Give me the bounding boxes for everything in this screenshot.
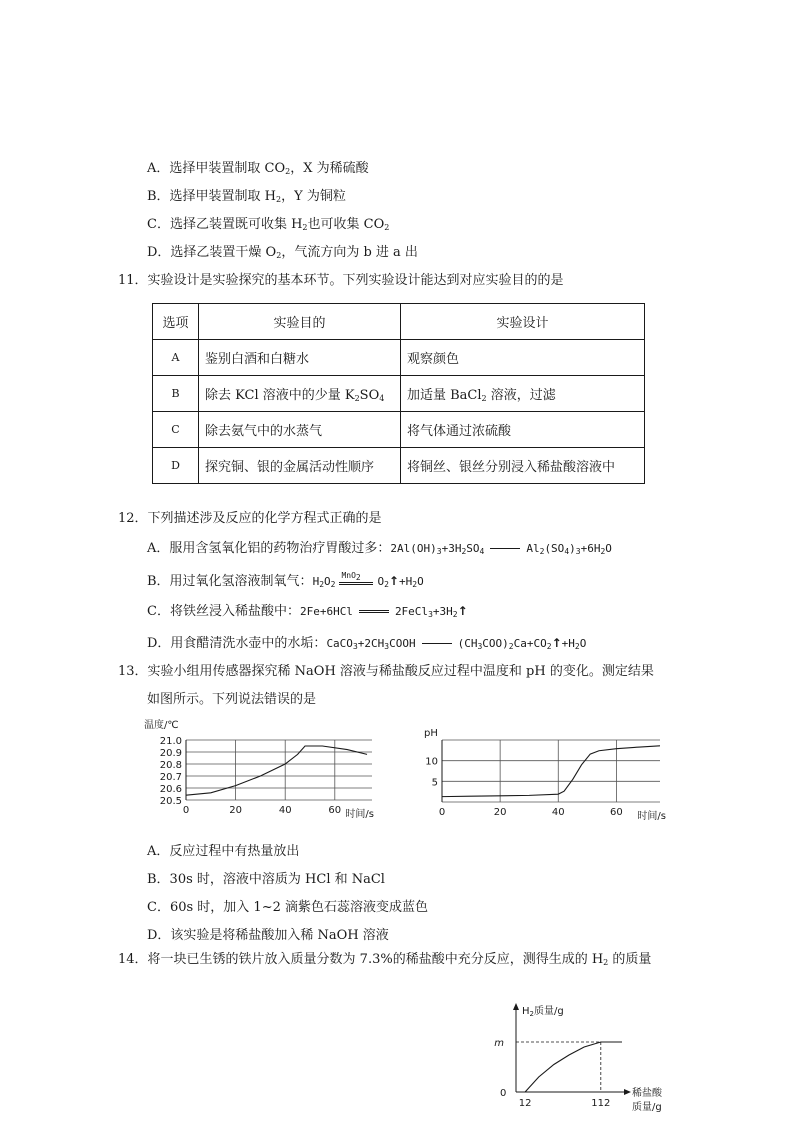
equation-rhs: $(CH_3COO)_2Ca+CO_2$ (457, 637, 552, 651)
equation-lhs: $CaCO_3+2CH_3COOH$ (326, 637, 416, 651)
y-tick-label: 5 (431, 777, 438, 789)
gas-up-arrow-icon: ↑ (388, 574, 399, 588)
table-row (153, 448, 645, 484)
q12-option-d: D．用食醋清洗水壶中的水垢：$CaCO_3+2CH_3COOH$ $(CH_3COO)_2Ca+CO_2↑+H_2O$ (147, 636, 587, 651)
header-cell-goal: 实验目的 (199, 304, 401, 340)
x-axis-label-line2: 质量/g (632, 1102, 662, 1113)
y-tick-label: 21.0 (159, 736, 182, 747)
x-tick-label: 0 (182, 805, 190, 816)
gas-up-arrow-icon: ↑ (551, 636, 562, 650)
x-tick-label: 20 (493, 807, 507, 818)
ph-series-line (442, 746, 660, 797)
table-row (153, 376, 645, 412)
equals-sign (359, 610, 389, 613)
x-tick-label: 12 (518, 1098, 532, 1109)
cell-design: 加适量 BaCl$_2$ 溶液，过滤 (401, 376, 645, 412)
q14-stem: 14．将一块已生锈的铁片放入质量分数为 7.3%的稀盐酸中充分反应，测得生成的 $H_2$ 的质量 (118, 952, 652, 967)
x-tick-label: 60 (328, 805, 342, 816)
h2-mass-chart (480, 1000, 680, 1122)
y-tick-label: 10 (425, 756, 438, 768)
q10-option-b: B．选择甲装置制取 $H_2$，Y 为铜粒 (147, 189, 346, 204)
q13-option-c: C．60s 时，加入 1~2 滴紫色石蕊溶液变成蓝色 (147, 900, 428, 915)
x-tick-label: 112 (591, 1098, 611, 1109)
y-tick-label: 20.5 (159, 796, 182, 807)
x-tick-label: 40 (278, 805, 292, 816)
q11-stem: 11．实验设计是实验探究的基本环节。下列实验设计能达到对应实验目的的是 (118, 273, 564, 288)
reaction-line (422, 643, 452, 644)
y-tick-label: 20.9 (159, 748, 182, 759)
cell-goal: 除去 KCl 溶液中的少量 $K_2SO_4$ (199, 376, 401, 412)
q12-option-c: C．将铁丝浸入稀盐酸中：2Fe+6HCl $2FeCl_3+3H_2↑$ (147, 604, 468, 619)
catalyst-equals (339, 570, 373, 591)
q12-stem: 12．下列描述涉及反应的化学方程式正确的是 (118, 511, 382, 526)
y-axis-label: pH (424, 728, 438, 739)
q13-stem-line1: 13．实验小组用传感器探究稀 NaOH 溶液与稀盐酸反应过程中温度和 pH 的变化。测定结果 (118, 664, 654, 679)
y-tick-label: 20.6 (159, 784, 182, 795)
x-axis-label-line1: 稀盐酸 (632, 1088, 662, 1099)
equation-lhs: 2Fe+6HCl (299, 605, 353, 618)
header-cell-option: 选项 (153, 304, 199, 340)
table-header-row (153, 304, 645, 340)
y-tick-label: 20.7 (159, 772, 182, 783)
cell-option: B (153, 376, 199, 412)
x-tick-label: 60 (610, 807, 623, 818)
x-tick-label: 40 (551, 807, 565, 818)
equation-lhs: $2Al(OH)_3+3H_2SO_4$ (390, 542, 485, 556)
catalyst-label: MnO$_2$ (341, 570, 361, 582)
equation-rhs-tail: $+H_2O$ (561, 637, 587, 651)
cell-design: 将气体通过浓硫酸 (401, 412, 645, 448)
cell-option: C (153, 412, 199, 448)
q10-option-c: C．选择乙装置既可收集 $H_2$也可收集 $CO_2$ (147, 217, 390, 232)
header-cell-design: 实验设计 (401, 304, 645, 340)
temperature-chart (140, 712, 390, 832)
cell-goal: 鉴别白酒和白糖水 (199, 340, 401, 376)
x-axis-arrow-icon (624, 1089, 631, 1095)
reaction-line (490, 548, 520, 549)
q10-option-d: D．选择乙装置干燥 $O_2$，气流方向为 b 进 a 出 (147, 245, 418, 260)
q12-option-a: A．服用含氢氧化铝的药物治疗胃酸过多：$2Al(OH)_3+3H_2SO_4$ $Al_2(SO_4)_3+6H_2O$ (147, 541, 612, 556)
x-tick-label: 20 (229, 805, 242, 816)
cell-design: 观察颜色 (401, 340, 645, 376)
x-axis-label: 时间/s (637, 811, 666, 822)
x-tick-label: 0 (438, 807, 446, 818)
cell-design: 将铜丝、银丝分别浸入稀盐酸溶液中 (401, 448, 645, 484)
cell-option: A (153, 340, 199, 376)
y-axis-label: $H_2$质量/g (522, 1006, 564, 1018)
equation-rhs-tail: $+H_2O$ (398, 575, 424, 589)
cell-goal: 除去氨气中的水蒸气 (199, 412, 401, 448)
q10-option-a: A．选择甲装置制取 $CO_2$，X 为稀硫酸 (147, 161, 369, 176)
cell-option: D (153, 448, 199, 484)
gas-up-arrow-icon: ↑ (457, 604, 468, 618)
ph-chart (420, 722, 680, 832)
cell-goal: 探究铜、银的金属活动性顺序 (199, 448, 401, 484)
q13-option-d: D．该实验是将稀盐酸加入稀 NaOH 溶液 (147, 928, 389, 943)
equation-rhs: $Al_2(SO_4)_3+6H_2O$ (526, 542, 612, 556)
equation-lhs: $H_2O_2$ (312, 575, 336, 589)
y-axis-label: 温度/℃ (144, 720, 179, 731)
q13-option-b: B．30s 时，溶液中溶质为 HCl 和 NaCl (147, 872, 385, 887)
equation-rhs: $O_2$ (377, 575, 389, 589)
origin-label: 0 (500, 1088, 507, 1099)
y-tick-label: m (494, 1038, 504, 1049)
y-tick-label: 20.8 (159, 760, 182, 771)
y-axis-arrow-icon (513, 1003, 519, 1010)
q11-table (152, 303, 645, 484)
h2-series-line (525, 1042, 622, 1092)
q13-stem-line2: 如图所示。下列说法错误的是 (147, 692, 317, 707)
q13-option-a: A．反应过程中有热量放出 (147, 844, 300, 859)
table-row (153, 412, 645, 448)
q12-option-b: B．用过氧化氢溶液制氧气：$H_2O_2$ MnO$_2$ $O_2↑+H_2O$ (147, 572, 424, 594)
x-axis-label: 时间/s (345, 809, 374, 820)
equation-rhs: $2FeCl_3+3H_2$ (394, 605, 458, 619)
table-row (153, 340, 645, 376)
